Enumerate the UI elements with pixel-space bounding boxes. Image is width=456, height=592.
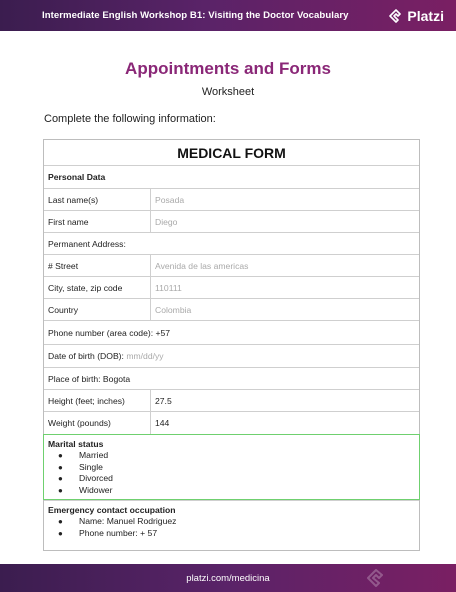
- emergency-contact-phone[interactable]: ● Phone number: + 57: [58, 527, 158, 538]
- platzi-watermark-icon: [366, 568, 386, 588]
- city-field[interactable]: 110111: [155, 282, 182, 293]
- platzi-logo-icon: [389, 9, 403, 23]
- footer-url-link[interactable]: platzi.com/medicina: [186, 572, 270, 584]
- weight-row: [44, 412, 419, 434]
- page-title: Appointments and Forms: [125, 59, 331, 78]
- emergency-contact-list: [48, 516, 415, 539]
- street-row: [44, 255, 419, 277]
- country-row: [44, 299, 419, 321]
- country-field[interactable]: Colombia: [155, 304, 192, 315]
- last-name-row: [44, 189, 419, 211]
- phone-row: [44, 321, 419, 345]
- permanent-address-label: Permanent Address:: [48, 238, 126, 249]
- instructions: Complete the following information:: [44, 113, 216, 125]
- dob-field[interactable]: [44, 345, 419, 367]
- marital-status-options: [48, 450, 415, 496]
- phone-field[interactable]: Phone number (area code): +57: [48, 327, 171, 338]
- form-title: MEDICAL FORM: [177, 144, 286, 161]
- marital-option-divorced[interactable]: ● Divorced: [58, 473, 113, 484]
- dob-placeholder: mm/dd/yy: [126, 351, 164, 361]
- emergency-contact-name[interactable]: ● Name: Manuel Rodriguez: [58, 516, 177, 527]
- header-bar: [0, 0, 456, 31]
- last-name-label: Last name(s): [44, 189, 151, 210]
- first-name-row: [44, 211, 419, 233]
- height-label: Height (feet; inches): [44, 390, 151, 411]
- street-label: # Street: [44, 255, 151, 276]
- place-of-birth-field[interactable]: Place of birth: Bogota: [48, 373, 131, 384]
- footer-bar: [0, 564, 456, 592]
- marital-option-widower[interactable]: ● Widower: [58, 484, 113, 495]
- page-subtitle: Worksheet: [201, 86, 255, 98]
- marital-option-married[interactable]: ● Married: [58, 450, 109, 460]
- first-name-label: First name: [44, 211, 151, 232]
- country-label: Country: [44, 299, 151, 320]
- permanent-address-row: [44, 233, 419, 255]
- workshop-title: Intermediate English Workshop B1: Visiting the Doctor Vocabulary: [42, 10, 349, 21]
- platzi-brand[interactable]: [389, 8, 444, 24]
- marital-option-single[interactable]: ● Single: [58, 461, 103, 472]
- height-row: [44, 390, 419, 412]
- weight-label: Weight (pounds): [44, 412, 151, 434]
- emergency-contact-section: [44, 500, 419, 542]
- emergency-contact-heading: Emergency contact occupation: [48, 505, 176, 516]
- city-row: [44, 277, 419, 299]
- medical-form: [43, 139, 420, 551]
- height-field[interactable]: 27.5: [155, 395, 172, 406]
- last-name-field[interactable]: Posada: [155, 194, 185, 205]
- form-title-row: [44, 140, 419, 166]
- brand-name: Platzi: [407, 7, 444, 24]
- dob-label: Date of birth (DOB):: [48, 351, 124, 361]
- first-name-field[interactable]: Diego: [155, 216, 178, 227]
- street-field[interactable]: Avenida de las americas: [155, 260, 249, 271]
- weight-field[interactable]: 144: [155, 418, 170, 428]
- personal-data-row: [44, 166, 419, 189]
- marital-status-heading: Marital status: [48, 439, 104, 449]
- personal-data-heading: Personal Data: [48, 172, 106, 182]
- marital-status-section: [43, 434, 420, 500]
- city-label: City, state, zip code: [44, 277, 151, 298]
- place-of-birth-row: [44, 368, 419, 390]
- dob-row: [44, 345, 419, 368]
